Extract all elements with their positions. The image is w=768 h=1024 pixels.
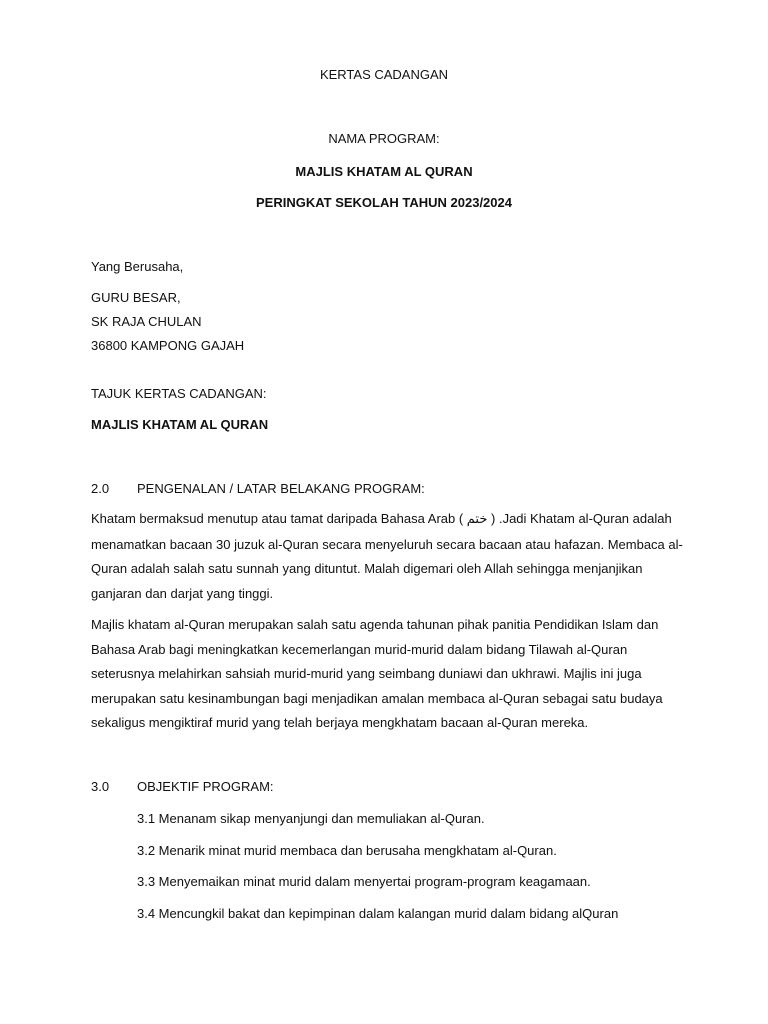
proposal-title-value: MAJLIS KHATAM AL QURAN — [91, 417, 269, 432]
section-2-number: 2.0 — [91, 481, 110, 496]
section-3-number: 3.0 — [91, 779, 110, 794]
section-2-title: PENGENALAN / LATAR BELAKANG PROGRAM: — [137, 481, 425, 496]
proposal-title-label: TAJUK KERTAS CADANGAN: — [91, 386, 267, 401]
section-3-title: OBJEKTIF PROGRAM: — [137, 779, 274, 794]
paragraph-line: seterusnya melahirkan sahsiah murid-murid yang seimbang duniawi dan ukhrawi. Majlis ini juga — [91, 666, 642, 681]
objective-item: 3.2 Menarik minat murid membaca dan berusaha mengkhatam al-Quran. — [137, 843, 557, 858]
paragraph-line: menamatkan bacaan 30 juzuk al-Quran secara menyeluruh secara bacaan atau hafazan. Membaca al- — [91, 536, 683, 552]
text-segment: Khatam bermaksud menutup atau tamat daripada Bahasa Arab ( — [91, 511, 467, 526]
addressee-line-1: GURU BESAR, — [91, 290, 181, 305]
salutation: Yang Berusaha, — [91, 259, 184, 274]
text-segment: ) .Jadi Khatam al-Quran adalah — [487, 511, 672, 526]
paragraph-line: ganjaran dan darjat yang tinggi. — [91, 585, 274, 601]
section-2-paragraph-1 — [91, 507, 681, 606]
paragraph-line: sekaligus mengiktiraf murid yang telah berjaya mengkhatam bacaan al-Quran mereka. — [91, 715, 589, 730]
objective-item: 3.3 Menyemaikan minat murid dalam menyertai program-program keagamaan. — [137, 874, 591, 889]
section-2-paragraph-2 — [91, 613, 681, 736]
program-level: PERINGKAT SEKOLAH TAHUN 2023/2024 — [256, 195, 512, 210]
paragraph-line: Bahasa Arab bagi meningkatkan kecemerlangan murid-murid dalam bidang Tilawah al-Quran — [91, 641, 628, 657]
arabic-word: ختم — [466, 512, 488, 527]
paragraph-line — [91, 507, 681, 533]
document-type-heading: KERTAS CADANGAN — [319, 67, 449, 82]
paragraph-line: Quran adalah salah satu sunnah yang dituntut. Malah digemari oleh Allah sehingga menjanjikan — [91, 561, 643, 576]
paragraph-line: merupakan satu kesinambungan bagi menjadikan amalan membaca al-Quran sebagai satu budaya — [91, 690, 663, 706]
objective-item: 3.1 Menanam sikap menyanjungi dan memuliakan al-Quran. — [137, 811, 485, 826]
program-name: MAJLIS KHATAM AL QURAN — [295, 164, 473, 179]
objective-item: 3.4 Mencungkil bakat dan kepimpinan dalam kalangan murid dalam bidang alQuran — [137, 906, 619, 921]
paragraph-line: Majlis khatam al-Quran merupakan salah satu agenda tahunan pihak panitia Pendidikan Islam dan — [91, 617, 659, 632]
program-label: NAMA PROGRAM: — [328, 131, 440, 146]
addressee-line-3: 36800 KAMPONG GAJAH — [91, 338, 245, 353]
addressee-line-2: SK RAJA CHULAN — [91, 314, 202, 329]
